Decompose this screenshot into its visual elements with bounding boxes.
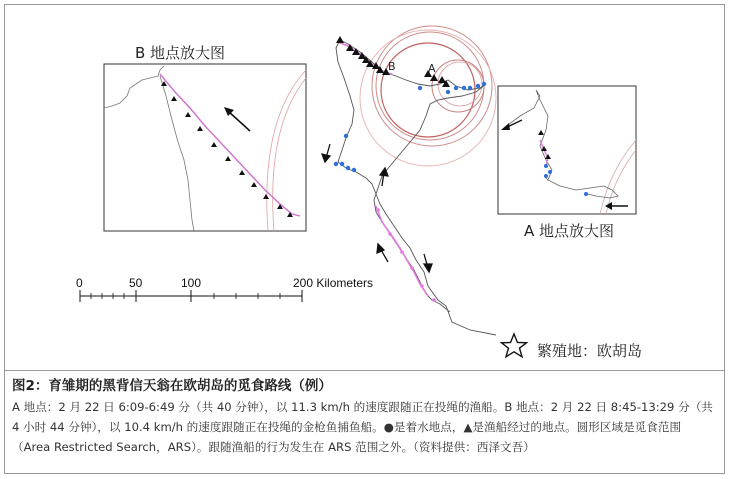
- landing-point: [346, 166, 350, 170]
- track-marker: [420, 284, 424, 288]
- landing-point: [454, 86, 458, 90]
- landing-point: [544, 174, 548, 178]
- landing-point: [334, 162, 338, 166]
- caption-divider: [4, 370, 725, 371]
- inset-b-title: B 地点放大图: [135, 44, 226, 62]
- track-marker: [400, 250, 404, 254]
- main-arrowhead: [380, 168, 388, 176]
- point-a-label: A: [428, 62, 436, 75]
- landing-point: [584, 192, 588, 196]
- landing-point: [418, 86, 422, 90]
- landing-point: [352, 168, 356, 172]
- landing-point: [544, 164, 548, 168]
- landing-point: [482, 82, 486, 86]
- scale-label-200: 200 Kilometers: [293, 276, 374, 290]
- main-map: [322, 26, 527, 357]
- landing-point: [446, 90, 450, 94]
- caption-title: 图2：育雏期的黑背信天翁在欧胡岛的觅食路线（例）: [12, 378, 332, 394]
- landing-point: [468, 86, 472, 90]
- colony-label: 繁殖地：欧胡岛: [537, 342, 643, 360]
- landing-point: [548, 170, 552, 174]
- main-track: [336, 40, 496, 335]
- ars-circle-b-mid: [381, 43, 475, 137]
- main-arrowhead: [322, 154, 330, 162]
- track-marker: [432, 298, 436, 302]
- inset-a-panel: [498, 86, 636, 214]
- scale-bar: [76, 276, 373, 302]
- inset-b-panel: [104, 64, 306, 231]
- scale-label-100: 100: [181, 276, 202, 290]
- boat-marker: [336, 36, 344, 43]
- inset-a-title: A 地点放大图: [524, 222, 615, 240]
- colony-star-icon: [502, 334, 527, 357]
- main-arrowhead: [424, 264, 432, 272]
- landing-point: [344, 134, 348, 138]
- track-marker: [410, 266, 414, 270]
- track-marker: [376, 208, 380, 212]
- landing-point: [476, 84, 480, 88]
- boat-marker: [430, 74, 438, 81]
- scale-label-50: 50: [129, 276, 143, 290]
- scale-label-0: 0: [76, 276, 83, 290]
- track-marker: [388, 232, 392, 236]
- main-track-pink-markers: [376, 208, 436, 302]
- landing-point: [462, 86, 466, 90]
- landing-point: [340, 162, 344, 166]
- point-b-label: B: [388, 60, 396, 73]
- main-arrowhead: [377, 244, 384, 253]
- caption-body: A 地点：2 月 22 日 6:09-6:49 分（共 40 分钟），以 11.3 km/h 的速度跟随正在投绳的渔船。B 地点：2 月 22 日 8:45-13:29 分（共 4 小时 44 分钟），以 10.4 km/h 的速度跟随正在投绳的金枪鱼捕鱼船。●是着水地点，▲是渔船经过的地点。圆形区域是觅食范围（Area Restricted Search，ARS）。跟随渔船的行为发生在 ARS 范围之外。（资料提供：西泽文吾）: [12, 400, 713, 454]
